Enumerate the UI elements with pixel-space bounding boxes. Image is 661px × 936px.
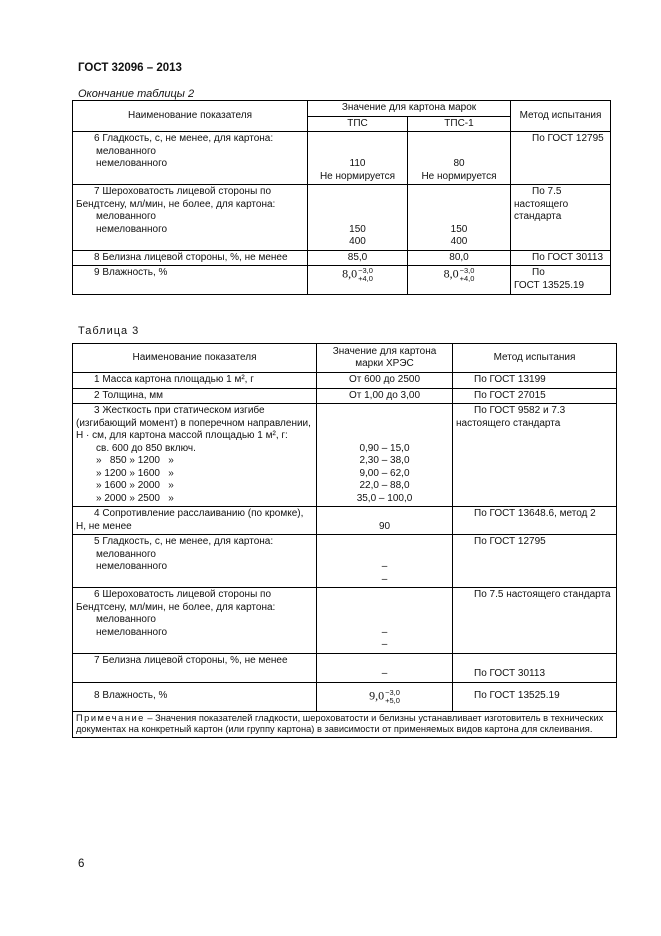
cell-method: По ГОСТ 27015 xyxy=(453,388,617,404)
tol-upper: −3,0 xyxy=(459,266,475,275)
row-sub: » 1600 » 2000 » xyxy=(96,480,174,491)
table-row xyxy=(73,507,617,535)
table-row xyxy=(73,388,617,404)
row-sub: » 1200 » 1600 » xyxy=(96,467,174,479)
cell-method: По 7.5 настоящего стандарта xyxy=(511,185,611,251)
row-sub: немелованного xyxy=(96,626,168,638)
table-row xyxy=(73,373,617,389)
row-title: 7 Шероховатость лицевой стороны по Бендтсену, мл/мин, не более, для картона: xyxy=(76,186,276,210)
cell-value: От 600 до 2500 xyxy=(317,373,453,389)
row-sub: св. 600 до 850 включ. xyxy=(96,442,196,454)
note-text: – Значения показателей гладкости, шероховатости и белизны устанавливает изготовитель в технических документах на конкретный картон (или группу картона) в зависимости от применяемых видов картона для склеивания. xyxy=(76,712,604,734)
row-sub: немелованного xyxy=(96,158,168,169)
header-value-group: Значение для картона марок xyxy=(308,101,511,117)
row-title: 4 Сопротивление расслаиванию (по кромке), Н, не менее xyxy=(73,507,317,535)
tol-upper: −3,0 xyxy=(358,266,373,275)
row-sub: немелованного xyxy=(96,561,168,572)
value-base: 8,0 xyxy=(443,266,459,281)
cell-method: По ГОСТ 30113 xyxy=(511,250,611,266)
row-sub: мелованного xyxy=(96,211,156,222)
row-title: 2 Толщина, мм xyxy=(73,388,317,404)
cell-value: 80 xyxy=(453,158,465,169)
cell-method: По ГОСТ 13648.6, метод 2 xyxy=(453,507,617,535)
cell-value: Не нормируется xyxy=(319,170,396,182)
cell-value: 85,0 xyxy=(308,250,408,266)
table-row xyxy=(73,404,617,507)
table-row xyxy=(73,682,617,711)
value-base: 8,0 xyxy=(342,266,358,281)
cell-value: 150 xyxy=(349,223,366,235)
row-title: 8 Белизна лицевой стороны, %, не менее xyxy=(73,250,308,266)
tol-lower: +4,0 xyxy=(459,274,475,283)
cell-value: 9,00 – 62,0 xyxy=(359,467,410,479)
row-sub: мелованного xyxy=(96,548,156,560)
row-sub: немелованного xyxy=(96,223,168,235)
cell-value: – xyxy=(317,653,453,682)
cell-method: По ГОСТ 12795 xyxy=(511,132,611,185)
cell-method: По ГОСТ 13525.19 xyxy=(453,682,617,711)
cell-value: От 1,00 до 3,00 xyxy=(317,388,453,404)
table-2 xyxy=(72,100,611,295)
tol-lower: +5,0 xyxy=(385,695,400,705)
cell-value: 150 xyxy=(450,223,468,235)
header-tps1: ТПС-1 xyxy=(408,116,511,132)
cell-value: 0,90 – 15,0 xyxy=(359,442,410,454)
row-title: 7 Белизна лицевой стороны, %, не менее xyxy=(73,653,317,682)
cell-method: По ГОСТ 12795 xyxy=(453,535,617,588)
table-row xyxy=(73,250,611,266)
cell-value: 35,0 – 100,0 xyxy=(356,492,413,504)
document-code: ГОСТ 32096 – 2013 xyxy=(78,62,182,74)
table2-caption: Окончание таблицы 2 xyxy=(78,88,195,100)
table3-caption: Таблица 3 xyxy=(78,325,140,337)
cell-value: – xyxy=(381,573,388,585)
table-row xyxy=(73,266,611,295)
row-title: 9 Влажность, % xyxy=(73,266,308,295)
header-value: Значение для картона марки ХРЭС xyxy=(317,344,453,373)
cell-value: 90 xyxy=(317,507,453,535)
cell-value: – xyxy=(381,639,388,650)
note-row xyxy=(73,711,617,737)
header-indicator: Наименование показателя xyxy=(73,344,317,373)
row-sub: мелованного xyxy=(96,614,156,625)
cell-method: По xyxy=(532,267,545,278)
cell-value: – xyxy=(381,561,388,572)
table-3 xyxy=(72,343,617,738)
header-method: Метод испытания xyxy=(511,101,611,132)
cell-value: 400 xyxy=(450,236,468,247)
tol-upper: −3,0 xyxy=(385,687,400,697)
note-label: Примечание xyxy=(76,712,145,723)
cell-value: 2,30 – 38,0 xyxy=(359,455,410,466)
row-title: 6 Шероховатость лицевой стороны по Бендтсену, мл/мин, не более, для картона: xyxy=(76,589,276,613)
table-row xyxy=(73,653,617,682)
cell-method: ГОСТ 13525.19 xyxy=(514,279,585,291)
cell-method: По ГОСТ 30113 xyxy=(453,653,617,682)
header-indicator: Наименование показателя xyxy=(73,101,308,132)
row-title: 5 Гладкость, с, не менее, для картона: xyxy=(94,536,274,547)
table-row xyxy=(73,185,611,251)
cell-value: Не нормируется xyxy=(421,170,497,182)
row-title: 8 Влажность, % xyxy=(73,682,317,711)
page-number: 6 xyxy=(78,858,85,870)
cell-value: 400 xyxy=(349,236,366,247)
cell-value: 22,0 – 88,0 xyxy=(359,480,410,491)
header-method: Метод испытания xyxy=(453,344,617,373)
tol-lower: +4,0 xyxy=(358,274,373,283)
row-title: 1 Масса картона площадью 1 м², г xyxy=(73,373,317,389)
row-title: 6 Гладкость, с, не менее, для картона: xyxy=(94,133,274,144)
row-sub: мелованного xyxy=(96,145,156,157)
cell-value: – xyxy=(381,626,388,638)
row-sub: » 850 » 1200 » xyxy=(96,455,174,466)
row-sub: » 2000 » 2500 » xyxy=(96,492,174,504)
table-row xyxy=(73,535,617,588)
value-base: 9,0 xyxy=(369,688,385,703)
cell-method: По 7.5 настоящего стандарта xyxy=(453,588,617,654)
cell-value: 110 xyxy=(349,158,366,169)
cell-method: По ГОСТ 9582 и 7.3 настоящего стандарта xyxy=(453,404,617,507)
cell-value: 80,0 xyxy=(408,250,511,266)
row-title: 3 Жесткость при статическом изгибе (изгибающий момент) в поперечном направлении, Н · см, для картона массой площадью 1 м², г: xyxy=(76,405,311,441)
table-row xyxy=(73,588,617,654)
cell-method: По ГОСТ 13199 xyxy=(453,373,617,389)
table-row xyxy=(73,132,611,185)
header-tps: ТПС xyxy=(308,116,408,132)
